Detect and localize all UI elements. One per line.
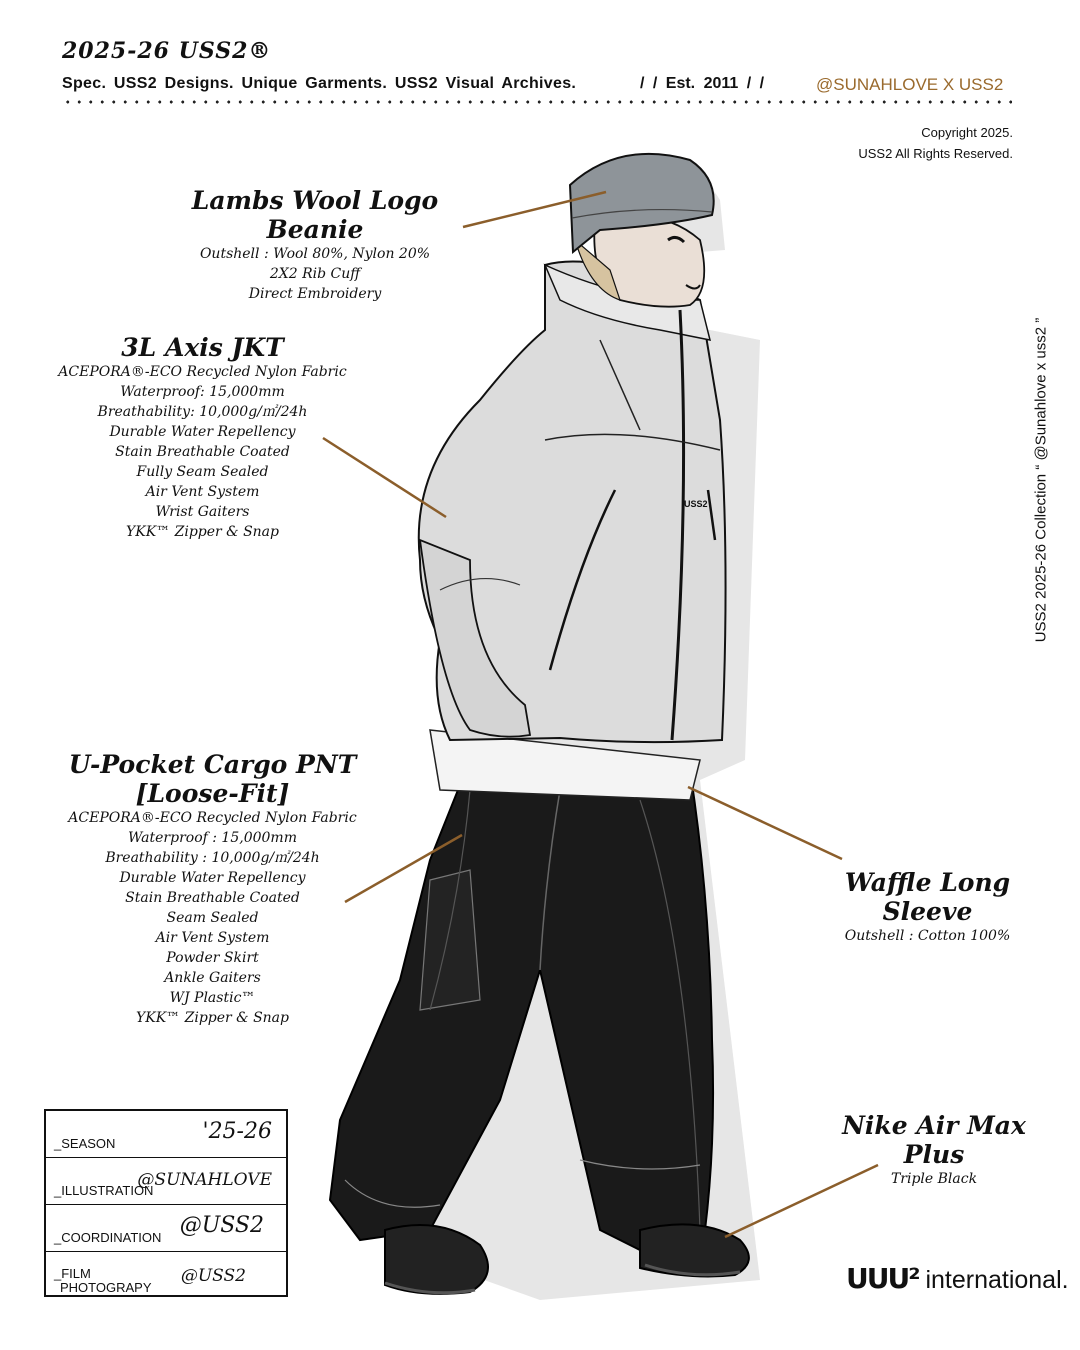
established-text: / / Est. 2011 / / — [640, 75, 765, 92]
pants-spec-line: Seam Sealed — [166, 910, 259, 926]
jacket-spec-line: Wrist Gaiters — [155, 504, 250, 520]
pants-spec-line: YKK™ Zipper & Snap — [136, 1010, 289, 1026]
credits-box — [44, 1109, 288, 1297]
season-label: _SEASON — [54, 1136, 116, 1151]
jacket-spec-line: Stain Breathable Coated — [115, 444, 290, 460]
film-row — [46, 1252, 286, 1299]
logo-text: international. — [925, 1266, 1069, 1294]
jacket-spec-line: Breathability: 10,000g/㎡/24h — [97, 404, 308, 420]
season-row — [46, 1111, 286, 1158]
pants-spec-line: ACEPORA®-ECO Recycled Nylon Fabric — [68, 810, 357, 826]
pants-name: U-Pocket Cargo PNT — [68, 750, 357, 779]
beanie-spec-line: Outshell : Wool 80%, Nylon 20% — [199, 246, 431, 262]
beanie-spec — [150, 186, 480, 304]
spec-line: Spec. USS2 Designs. Unique Garments. USS2 Visual Archives. — [62, 75, 577, 92]
pants-spec-line: Waterproof : 15,000mm — [128, 830, 297, 846]
season-value: '25-26 — [202, 1119, 272, 1144]
coordination-label: _COORDINATION — [54, 1230, 162, 1245]
coordination-row — [46, 1205, 286, 1252]
coordination-value: @USS2 — [179, 1213, 264, 1238]
collab-handle: @SUNAHLOVE X USS2 — [816, 75, 1004, 94]
pants-spec-line: Powder Skirt — [166, 950, 259, 966]
illustration-label: _ILLUSTRATION — [54, 1183, 154, 1198]
illustration-value: @SUNAHLOVE — [137, 1170, 272, 1190]
pants-spec-line: Durable Water Repellency — [119, 870, 306, 886]
shoes-spec — [815, 1111, 1053, 1189]
jacket-spec-line: Fully Seam Sealed — [136, 464, 269, 480]
jacket-spec-line: YKK™ Zipper & Snap — [126, 524, 279, 540]
film-label-line-1: _FILM — [54, 1266, 91, 1281]
vertical-collection-text: USS2 2025-26 Collection “ @Sunahlove x uss2 ” — [1032, 317, 1050, 643]
beanie-spec-line: Direct Embroidery — [248, 286, 382, 302]
jacket-spec-line: ACEPORA®-ECO Recycled Nylon Fabric — [58, 364, 347, 380]
copyright-line-2: USS2 All Rights Reserved. — [858, 146, 1013, 161]
pants-fit: [Loose-Fit] — [135, 779, 290, 808]
uss2-international-logo — [846, 1262, 1069, 1295]
film-value: @USS2 — [180, 1266, 246, 1286]
jacket-spec-line: Waterproof: 15,000mm — [120, 384, 285, 400]
illustration-row — [46, 1158, 286, 1205]
jacket — [419, 262, 726, 743]
brand-title: 2025-26 USS2® — [62, 38, 272, 64]
beanie-name: Lambs Wool Logo Beanie — [191, 186, 439, 244]
copyright — [858, 122, 1013, 164]
pants-spec-line: Breathability : 10,000g/㎡/24h — [105, 850, 320, 866]
film-label-line-2: PHOTOGRAPY — [60, 1280, 152, 1295]
pants-spec-line: Stain Breathable Coated — [125, 890, 300, 906]
copyright-line-1: Copyright 2025. — [921, 125, 1013, 140]
longsleeve-spec-line: Outshell : Cotton 100% — [844, 928, 1011, 944]
pants-spec-line: Ankle Gaiters — [164, 970, 261, 986]
shoes-spec-line: Triple Black — [890, 1171, 978, 1187]
beanie-spec-line: 2X2 Rib Cuff — [269, 266, 361, 282]
jacket-spec-line: Durable Water Repellency — [109, 424, 296, 440]
shoes-name: Nike Air Max Plus — [842, 1111, 1026, 1169]
film-label — [54, 1267, 152, 1295]
jacket-spec-line: Air Vent System — [145, 484, 260, 500]
longsleeve-leader-line — [688, 787, 842, 859]
pants-spec-line: Air Vent System — [155, 930, 270, 946]
jacket-name: 3L Axis JKT — [121, 333, 284, 362]
longsleeve-name: Waffle Long Sleeve — [844, 868, 1011, 926]
dotted-divider — [62, 100, 1012, 104]
jacket-chest-logo: USS2 — [684, 499, 708, 509]
jacket-spec — [40, 333, 365, 542]
pants-spec-line: WJ Plastic™ — [169, 990, 256, 1006]
uss2-logo-mark: UUU² — [846, 1262, 919, 1295]
longsleeve-spec — [800, 868, 1055, 946]
pants-spec — [50, 750, 375, 1028]
